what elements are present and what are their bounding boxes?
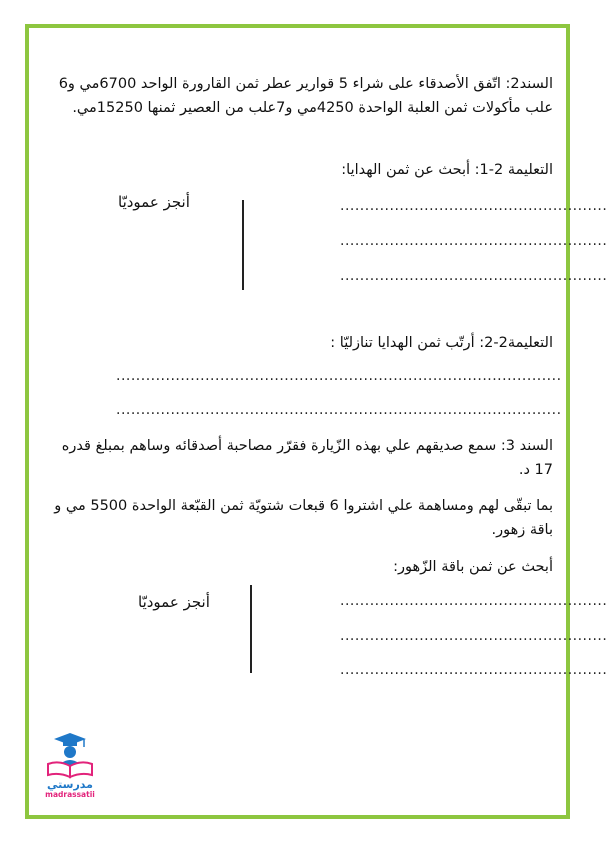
divider-line: [242, 200, 244, 290]
sanad-3-text: السند 3: سمع صديقهم علي بهذه الزّيارة فقرّر مصاحبة أصدقائه وساهم بمبلغ قدره 17 د.: [61, 438, 553, 478]
logo-arabic-text: مدرستي: [47, 778, 93, 791]
logo-student-icon: [34, 730, 106, 780]
divider-line: [250, 585, 252, 673]
madrassatii-logo: [34, 730, 106, 802]
instruction-3: أبحث عن ثمن باقة الزّهور:: [393, 559, 553, 575]
sanad-2-text: السند2: اتّفق الأصدقاء على شراء 5 قوارير عطر ثمن القارورة الواحد 6700مي و6 علب مأكولات ثمن العلبة الواحدة 4250مي و7علب من العصير ثمنها 15250مي.: [58, 76, 553, 116]
long-answer-line[interactable]: ..........................................................................................: [116, 368, 562, 384]
vertical-work-label: أنجز عموديّا: [118, 193, 190, 211]
logo-latin-text: madrassatii: [45, 790, 95, 799]
answer-line[interactable]: ......................................................: [340, 233, 607, 249]
answer-line[interactable]: ......................................................: [340, 268, 607, 284]
answer-line[interactable]: ......................................................: [340, 628, 607, 644]
instruction-2-2: التعليمة2-2: أرتّب ثمن الهدايا تنازليّا :: [330, 335, 553, 351]
sanad-3-continued-text: بما تبقّى لهم ومساهمة علي اشتروا 6 قبعات شتويّة ثمن القبّعة الواحدة 5500 مي و باقة زهور.: [54, 498, 553, 538]
page-border: [25, 24, 607, 819]
long-answer-line[interactable]: ..........................................................................................: [116, 402, 562, 418]
instruction-2-1: التعليمة 2-1: أبحث عن ثمن الهدايا:: [341, 162, 553, 178]
answer-line[interactable]: ......................................................: [340, 662, 607, 678]
answer-line[interactable]: ......................................................: [340, 198, 607, 214]
vertical-work-label: أنجز عموديّا: [138, 593, 210, 611]
answer-line[interactable]: ......................................................: [340, 593, 607, 609]
